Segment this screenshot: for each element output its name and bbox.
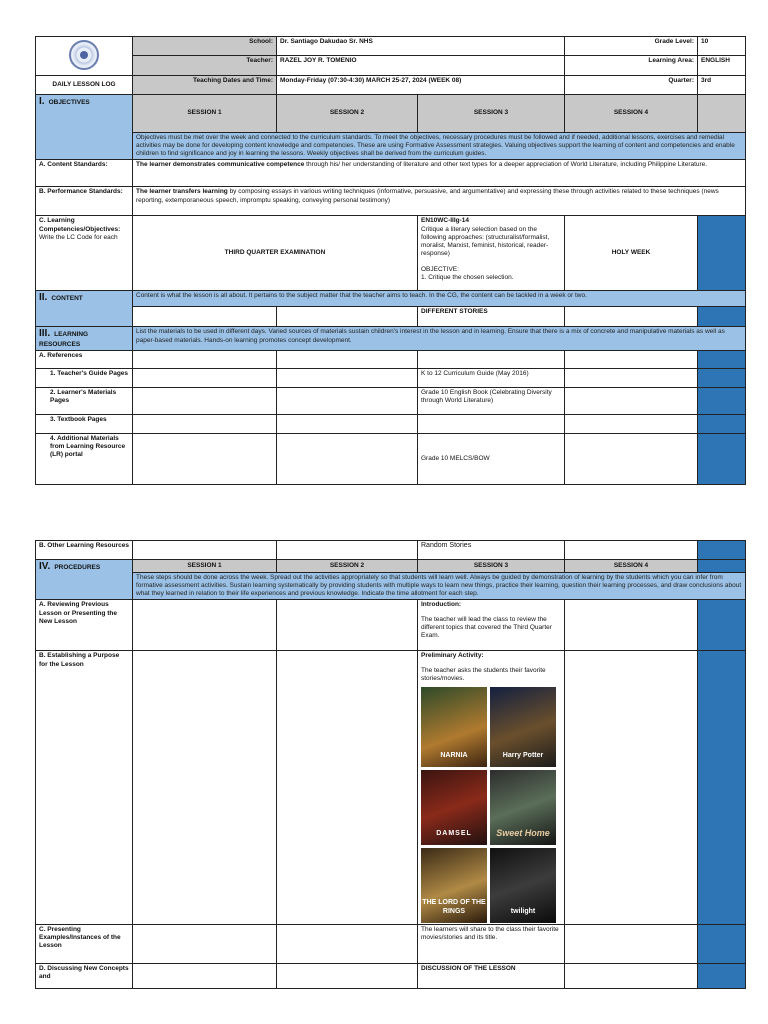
teacher-label: Teacher: [133,56,277,76]
content-heading: II. CONTENT [36,291,133,327]
reviewing-lesson-content: Introduction: The teacher will lead the class to review the different topics that covered the Third Quarter Exam. [418,600,565,651]
other-resources-value: Random Stories [418,541,565,560]
establishing-purpose-label: B. Establishing a Purpose for the Lesson [36,651,133,924]
blue-column-cell [698,541,746,560]
quarter-value: 3rd [698,76,746,95]
third-quarter-exam: THIRD QUARTER EXAMINATION [133,216,418,291]
blue-column-cell [698,415,746,434]
deped-seal-icon [69,40,99,70]
school-value: Dr. Santiago Dakudao Sr. NHS [277,37,565,56]
grade-level-label: Grade Level: [565,37,698,56]
other-resources-label: B. Other Learning Resources [36,541,133,560]
session-1-header: SESSION 1 [133,95,277,133]
blue-column-cell [698,434,746,485]
session-1-header: SESSION 1 [133,560,277,573]
session-3-header: SESSION 3 [418,560,565,573]
narnia-poster: NARNIA [421,687,487,767]
teacher-value: RAZEL JOY R. TOMENIO [277,56,565,76]
reviewing-lesson-label: A. Reviewing Previous Lesson or Presenting the New Lesson [36,600,133,651]
textbook-pages-label: 3. Textbook Pages [36,415,133,434]
session-4-header: SESSION 4 [565,95,698,133]
learners-materials-label: 2. Learner's Materials Pages [36,388,133,415]
session-2-header: SESSION 2 [277,560,418,573]
learning-area-value: ENGLISH [698,56,746,76]
content-note: Content is what the lesson is all about. It pertains to the subject matter that the teacher aims to teach. In the CG, the content can be tackled in a week or two. [133,291,746,307]
lesson-log-table-bottom [35,540,746,989]
lord-of-the-rings-poster: THE LORD OF THE RINGS [421,848,487,923]
learning-resources-note: List the materials to be used in different days. Varied sources of materials sustain children's interest in the lesson and in learning. Ensure that there is a mix of concrete and manipulative materials as well as paper-based materials. Hands-on learning promotes concept development. [133,327,746,351]
discussing-concepts-content: DISCUSSION OF THE LESSON [418,963,565,988]
content-session-1 [133,307,277,327]
additional-materials-label: 4. Additional Materials from Learning Resource (LR) portal [36,434,133,485]
establishing-purpose-content: Preliminary Activity: The teacher asks the students their favorite stories/movies. NARNIA Harry Potter DAMSEL Sweet Home THE LORD OF THE RINGS twilight [418,651,565,924]
grade-level-value: 10 [698,37,746,56]
blue-column-cell [698,216,746,291]
quarter-label: Quarter: [565,76,698,95]
movie-posters [421,687,563,923]
logo-cell [36,37,133,76]
blue-column-cell [698,600,746,651]
content-session-3: DIFFERENT STORIES [418,307,565,327]
performance-standards-label: B. Performance Standards: [36,187,133,216]
learning-competencies-label: C. Learning Competencies/Objectives: Write the LC Code for each [36,216,133,291]
blue-column-cell [698,307,746,327]
twilight-poster: twilight [490,848,556,923]
blue-column-cell [698,560,746,573]
lesson-log-table-top [35,36,746,485]
procedures-heading: IV. PROCEDURES [36,560,133,600]
content-session-2 [277,307,418,327]
blue-column-cell [698,963,746,988]
blue-column-cell [698,351,746,369]
blue-column-cell [698,388,746,415]
presenting-examples-label: C. Presenting Examples/Instances of the Lesson [36,924,133,963]
page-title: DAILY LESSON LOG [36,76,133,95]
content-session-4 [565,307,698,327]
harry-potter-poster: Harry Potter [490,687,556,767]
blue-column-cell [698,651,746,924]
learning-area-label: Learning Area: [565,56,698,76]
presenting-examples-content: The learners will share to the class their favorite movies/stories and its title. [418,924,565,963]
lesson-log-page-1 [35,36,745,485]
session-3-competency: EN10WC-IIIg-14 Critique a literary selection based on the following approaches: (structuralist/formalist, moralist, Marxist, feminist, historical, reader-response) OBJECTIVE: 1. Critique the chosen selection. [418,216,565,291]
performance-standards-text: The learner transfers learning by composing essays in various writing techniques (informative, persuasive, and argumentative) and expressing these through activities related to these techniques (news reporting, extemporaneous speech, impromptu speaking, conveying personal testimony) [133,187,746,216]
objectives-note: Objectives must be met over the week and connected to the curriculum standards. To meet the objectives, necessary procedures must be followed and if needed, additional lessons, exercises and remedial activities may be done for developing content knowledge and competencies. These are using Formative Assessment strategies. Valuing objectives support the learning of content and competencies and enable children to find significance and joy in learning the lessons. Weekly objectives shall be derived from the curriculum guides. [133,133,746,160]
school-label: School: [133,37,277,56]
teaching-dates-label: Teaching Dates and Time: [133,76,277,95]
teachers-guide-value: K to 12 Curriculum Guide (May 2016) [418,369,565,388]
session-blank-header [698,95,746,133]
teaching-dates-value: Monday-Friday (07:30-4:30) MARCH 25-27, 2024 (WEEK 08) [277,76,565,95]
learning-resources-heading: III. LEARNING RESOURCES [36,327,133,351]
blue-column-cell [698,369,746,388]
sweet-home-poster: Sweet Home [490,770,556,845]
holy-week: HOLY WEEK [565,216,698,291]
content-standards-label: A. Content Standards: [36,160,133,187]
teachers-guide-label: 1. Teacher's Guide Pages [36,369,133,388]
session-2-header: SESSION 2 [277,95,418,133]
session-3-header: SESSION 3 [418,95,565,133]
learners-materials-value: Grade 10 English Book (Celebrating Diversity through World Literature) [418,388,565,415]
references-label: A. References [36,351,133,369]
session-4-header: SESSION 4 [565,560,698,573]
lesson-log-page-2 [35,540,745,989]
procedures-note: These steps should be done across the week. Spread out the activities appropriately so that students will learn well. Always be guided by demonstration of learning by the students which you can infer from formative assessment activities. Sustain learning systematically by providing students with multiple ways to learn new things, practice their learning, question their learning processes, and draw conclusions about what they learned in relation to their life experiences and previous knowledge. Indicate the time allotment for each step. [133,573,746,600]
discussing-concepts-label: D. Discussing New Concepts and [36,963,133,988]
content-standards-text: The learner demonstrates communicative competence through his/ her understanding of literature and other text types for a deeper appreciation of World Literature, including Philippine Literature. [133,160,746,187]
additional-materials-value: Grade 10 MELCS/BOW [418,434,565,485]
damsel-poster: DAMSEL [421,770,487,845]
objectives-heading: I. OBJECTIVES [36,95,133,160]
blue-column-cell [698,924,746,963]
